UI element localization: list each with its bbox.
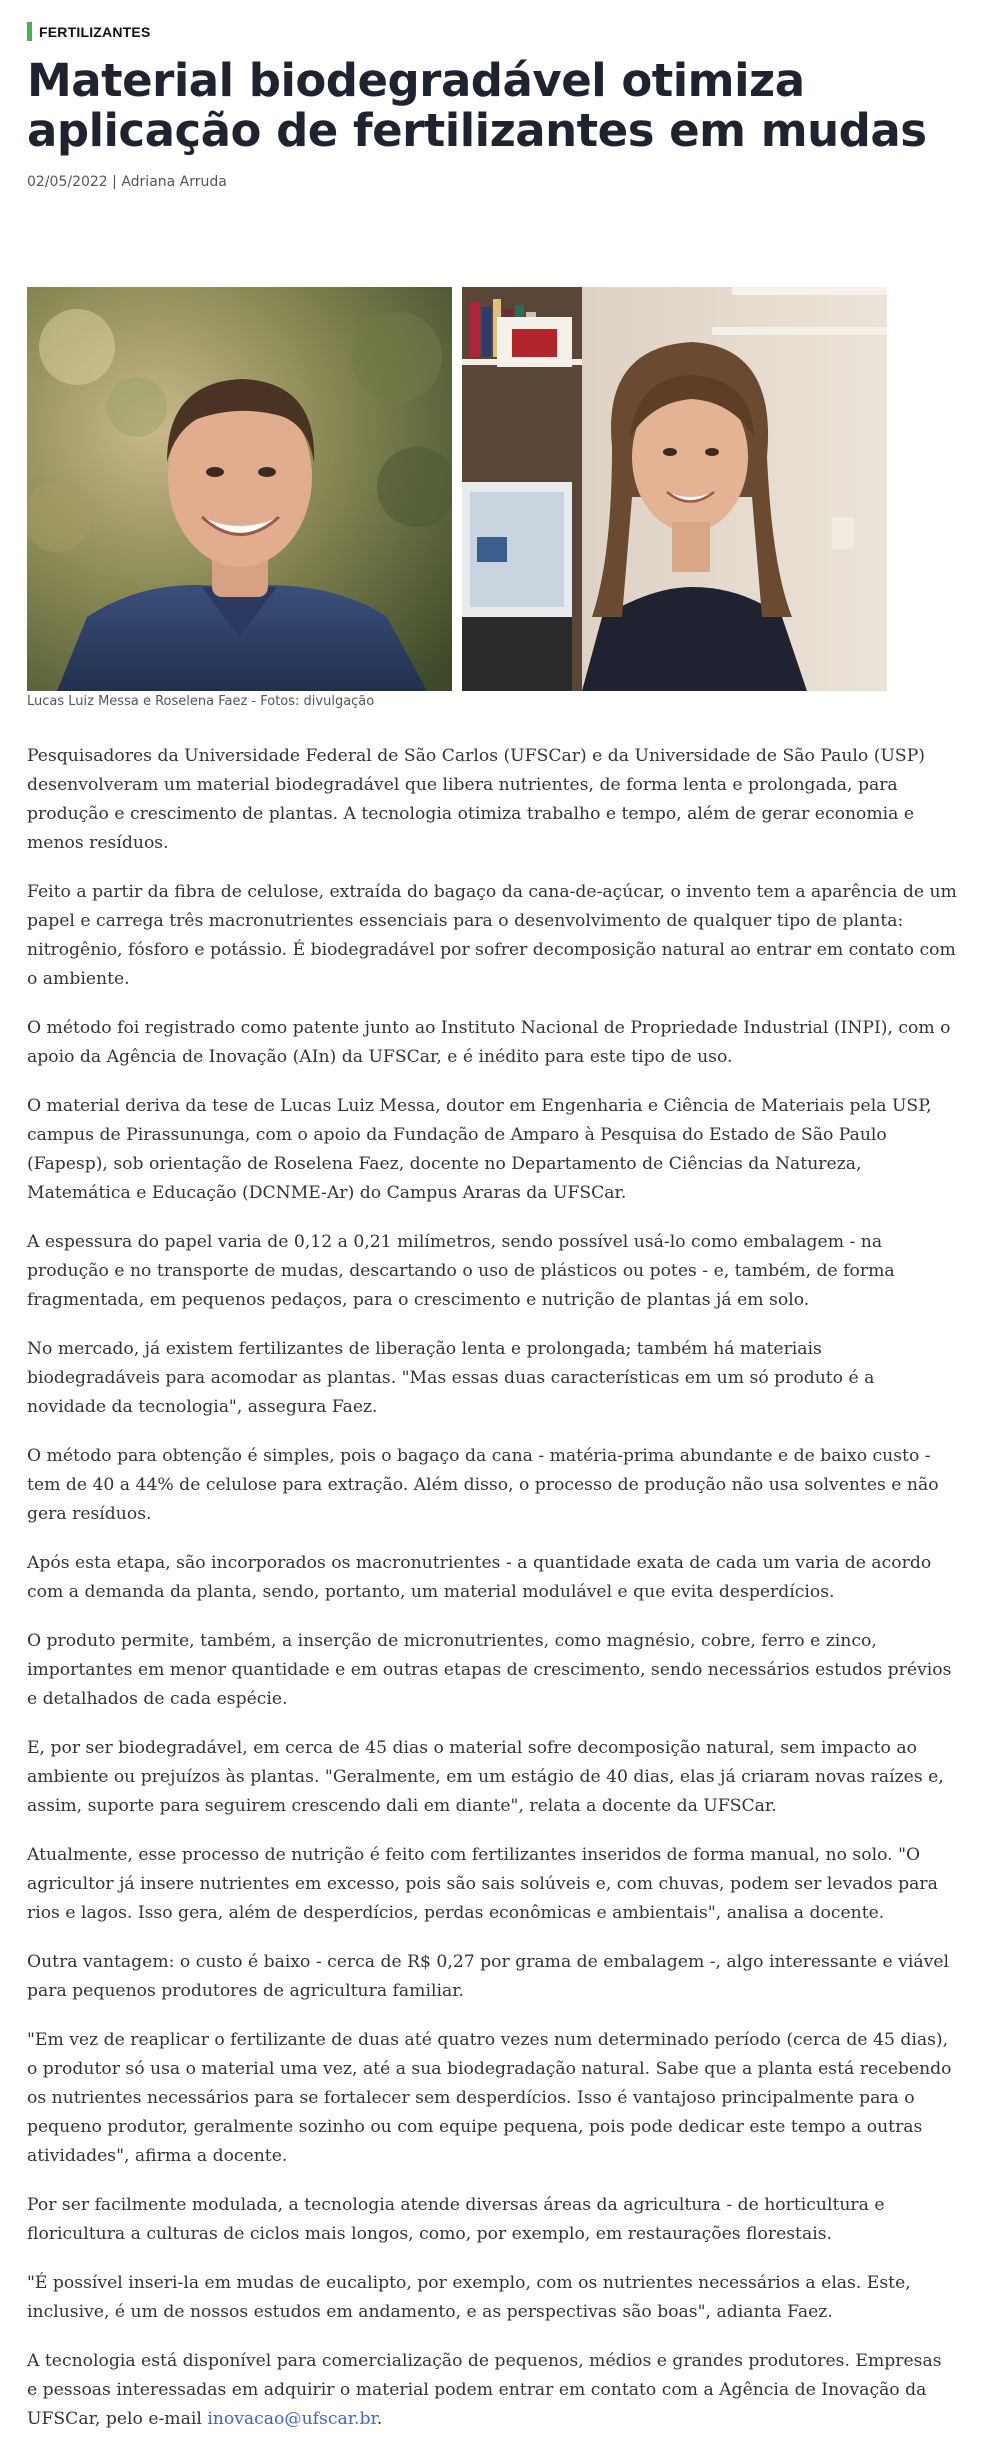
publish-date: 02/05/2022 xyxy=(27,174,108,190)
photo-lucas-messa-image xyxy=(27,287,452,691)
paragraph: Outra vantagem: o custo é baixo - cerca de R$ 0,27 por grama de embalagem -, algo interessante e viável para pequenos produtores de agricultura familiar. xyxy=(27,1952,949,2001)
paragraph: No mercado, já existem fertilizantes de liberação lenta e prolongada; também há materiais biodegradáveis para acomodar as plantas. "Mas essas duas características em um só produto é a novidade da tecnologia", assegura Faez. xyxy=(27,1339,875,1417)
contact-email-link[interactable]: inovacao@ufscar.br xyxy=(207,2409,377,2429)
paragraph: Feito a partir da fibra de celulose, extraída do bagaço da cana-de-açúcar, o invento tem a aparência de um papel e carrega três macronutrientes essenciais para o desenvolvimento de qualquer tipo de planta: nitrogênio, fósforo e potássio. É biodegradável por sofrer decomposição natural ao entrar em contato com o ambiente. xyxy=(27,882,957,989)
author-name: Adriana Arruda xyxy=(121,174,227,190)
category-accent-bar xyxy=(27,22,32,41)
paragraph: O material deriva da tese de Lucas Luiz Messa, doutor em Engenharia e Ciência de Materiais pela USP, campus de Pirassununga, com o apoio da Fundação de Amparo à Pesquisa do Estado de São Paulo (Fapesp), sob orientação de Roselena Faez, docente no Departamento de Ciências da Natureza, Matemática e Educação (DCNME-Ar) do Campus Araras da UFSCar. xyxy=(27,1096,932,1203)
paragraph: Após esta etapa, são incorporados os macronutrientes - a quantidade exata de cada um varia de acordo com a demanda da planta, sendo, portanto, um material modulável e que evita desperdícios. xyxy=(27,1553,932,1602)
paragraph: "É possível inseri-la em mudas de eucalipto, por exemplo, com os nutrientes necessários a elas. Este, inclusive, é um de nossos estudos em andamento, e as perspectivas são boas", adianta Faez. xyxy=(27,2273,911,2322)
paragraph: E, por ser biodegradável, em cerca de 45 dias o material sofre decomposição natural, sem impacto ao ambiente ou prejuízos às plantas. "Geralmente, em um estágio de 40 dias, elas já criaram novas raízes e, assim, suporte para seguirem crescendo dali em diante", relata a docente da UFSCar. xyxy=(27,1738,944,1816)
paragraph: O método para obtenção é simples, pois o bagaço da cana - matéria-prima abundante e de baixo custo - tem de 40 a 44% de celulose para extração. Além disso, o processo de produção não usa solventes e não gera resíduos. xyxy=(27,1446,939,1524)
paragraph: A espessura do papel varia de 0,12 a 0,21 milímetros, sendo possível usá-lo como embalagem - na produção e no transporte de mudas, descartando o uso de plásticos ou potes - e, também, de forma fragmentada, em pequenos pedaços, para o crescimento e nutrição de plantas já em solo. xyxy=(27,1232,895,1310)
article-body xyxy=(27,742,957,2454)
photo-roselena-faez-image xyxy=(462,287,887,691)
final-paragraph-text: A tecnologia está disponível para comercialização de pequenos, médios e grandes produtores. Empresas e pessoas interessadas em adquirir o material podem entrar em contato com a Agência de Inovação da UFSCar, pelo e-mail xyxy=(27,2351,942,2429)
final-paragraph-end: . xyxy=(376,2409,383,2429)
page-title: Material biodegradável otimiza aplicação de fertilizantes em mudas xyxy=(27,54,927,157)
paragraph: Pesquisadores da Universidade Federal de São Carlos (UFSCar) e da Universidade de São Paulo (USP) desenvolveram um material biodegradável que libera nutrientes, de forma lenta e prolongada, para produção e crescimento de plantas. A tecnologia otimiza trabalho e tempo, além de gerar economia e menos resíduos. xyxy=(27,746,925,853)
paragraph: O produto permite, também, a inserção de micronutrientes, como magnésio, cobre, ferro e zinco, importantes em menor quantidade e em outras etapas de crescimento, sendo necessários estudos prévios e detalhados de cada espécie. xyxy=(27,1631,952,1709)
byline xyxy=(27,174,227,190)
paragraph-final xyxy=(27,2347,957,2434)
photo-roselena-faez xyxy=(462,287,887,691)
byline-separator: | xyxy=(107,174,122,190)
paragraph: Atualmente, esse processo de nutrição é feito com fertilizantes inseridos de forma manual, no solo. "O agricultor já insere nutrientes em excesso, pois são sais solúveis e, com chuvas, podem ser levados para rios e lagos. Isso gera, além de desperdícios, perdas econômicas e ambientais", analisa a docente. xyxy=(27,1845,938,1923)
paragraph: O método foi registrado como patente junto ao Instituto Nacional de Propriedade Industrial (INPI), com o apoio da Agência de Inovação (AIn) da UFSCar, e é inédito para este tipo de uso. xyxy=(27,1018,951,1067)
photo-caption: Lucas Luiz Messa e Roselena Faez - Fotos: divulgação xyxy=(27,694,375,709)
photo-lucas-messa xyxy=(27,287,452,691)
paragraph: "Em vez de reaplicar o fertilizante de duas até quatro vezes num determinado período (cerca de 45 dias), o produtor só usa o material uma vez, até a sua biodegradação natural. Sabe que a planta está recebendo os nutrientes necessários para se fortalecer sem desperdícios. Isso é vantajoso principalmente para o pequeno produtor, geralmente sozinho ou com equipe pequena, pois pode dedicar este tempo a outras atividades", afirma a docente. xyxy=(27,2030,952,2166)
category-tag[interactable] xyxy=(27,22,150,41)
paragraph: Por ser facilmente modulada, a tecnologia atende diversas áreas da agricultura - de horticultura e floricultura a culturas de ciclos mais longos, como, por exemplo, em restaurações florestais. xyxy=(27,2195,885,2244)
category-label[interactable]: FERTILIZANTES xyxy=(39,23,151,40)
